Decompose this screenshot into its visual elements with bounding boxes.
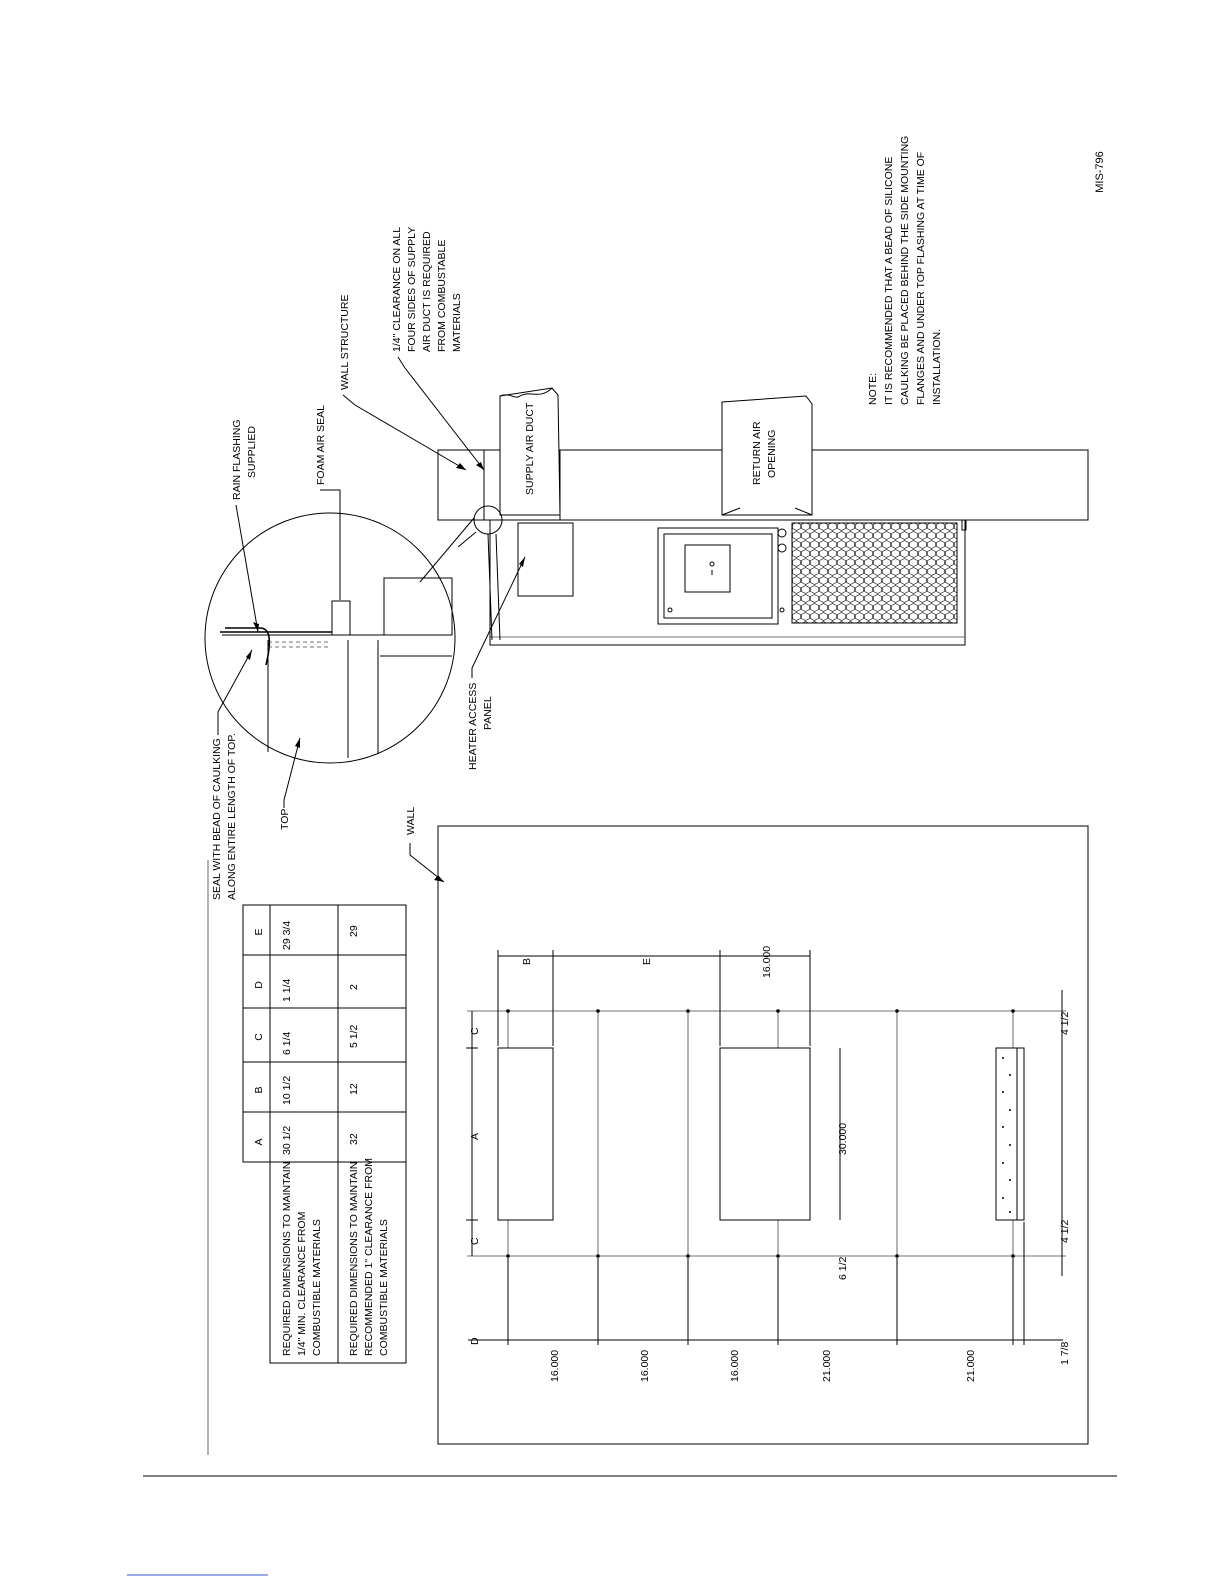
dim-letter-d: D xyxy=(469,1337,481,1345)
dim-letter-b: B xyxy=(521,957,533,965)
left-offset: 6 1/2 xyxy=(837,1256,849,1280)
note-line: INSTALLATION. xyxy=(931,328,943,405)
row1-label: COMBUSTIBLE MATERIALS xyxy=(311,1219,323,1356)
rain-flashing-label: RAIN FLASHING xyxy=(231,419,243,500)
rain-flashing xyxy=(220,628,332,665)
note-line: IT IS RECOMMENDED THAT A BEAD OF SILICONE xyxy=(883,156,895,405)
bottom-right-dim: 4 1/2 xyxy=(1059,1011,1071,1035)
seal-caulking-label: SEAL WITH BEAD OF CAULKING xyxy=(211,738,223,900)
heater-access-label: PANEL xyxy=(482,696,494,730)
spacing-dim: 16.000 xyxy=(549,1349,561,1382)
note-line: FLANGES AND UNDER TOP FLASHING AT TIME OF xyxy=(915,151,927,405)
foam-air-seal xyxy=(332,601,350,635)
row1-value: 10 1/2 xyxy=(281,1075,293,1105)
table-header: C xyxy=(253,1033,265,1041)
bottom-left-dim: 4 1/2 xyxy=(1059,1219,1071,1243)
control-box xyxy=(658,528,778,624)
foam-air-seal-label: FOAM AIR SEAL xyxy=(315,405,327,485)
table-header: B xyxy=(253,1086,265,1094)
top-label: TOP xyxy=(279,808,291,830)
spacing-dim: 21.000 xyxy=(965,1349,977,1382)
clearance-note-line: MATERIALS xyxy=(451,293,463,352)
clearance-note-line: 1/4" CLEARANCE ON ALL xyxy=(391,226,403,352)
spacing-dim: 16.000 xyxy=(639,1349,651,1382)
table-header: E xyxy=(253,928,265,936)
row2-value: 2 xyxy=(348,984,360,990)
dimension-table xyxy=(243,905,406,1363)
row1-label: REQUIRED DIMENSIONS TO MAINTAIN xyxy=(281,1161,293,1356)
control-display xyxy=(685,545,730,592)
row2-value: 32 xyxy=(348,1133,360,1145)
note-heading: NOTE: xyxy=(867,372,879,405)
seal-caulking-label: ALONG ENTIRE LENGTH OF TOP. xyxy=(226,733,238,900)
wall-structure-label: WALL STRUCTURE xyxy=(339,294,351,390)
bottom-bracket xyxy=(996,1048,1024,1220)
row1-value: 6 1/4 xyxy=(281,1031,293,1055)
clearance-note-line: AIR DUCT IS REQUIRED xyxy=(421,231,433,352)
row1-value: 30 1/2 xyxy=(281,1125,293,1155)
drawing-number: MIS-796 xyxy=(1094,151,1106,193)
row2-label: RECOMMENDED 1" CLEARANCE FROM xyxy=(363,1158,375,1356)
table-header: A xyxy=(253,1138,265,1146)
table-header: D xyxy=(253,981,265,989)
dim-letter-c1: C xyxy=(469,1027,481,1035)
spacing-dim: 21.000 xyxy=(821,1349,833,1382)
return-air-label: OPENING xyxy=(766,429,778,478)
dim-letter-e: E xyxy=(641,957,653,965)
supply-air-duct-label: SUPPLY AIR DUCT xyxy=(524,402,536,495)
return-opening xyxy=(720,1048,810,1220)
row1-value: 1 1/4 xyxy=(281,978,293,1002)
spacing-dim: 16.000 xyxy=(729,1349,741,1382)
row2-label: REQUIRED DIMENSIONS TO MAINTAIN xyxy=(348,1161,360,1356)
wall-mounting-view xyxy=(405,807,1088,1444)
heater-access-panel xyxy=(518,523,573,596)
dim-letter-a: A xyxy=(469,1132,481,1140)
dim-letter-c2: C xyxy=(469,1237,481,1245)
spacing-dim: 1 7/8 xyxy=(1059,1341,1071,1365)
supply-opening xyxy=(498,1048,553,1220)
rain-flashing-label: SUPPLIED xyxy=(246,426,258,478)
note-block xyxy=(867,136,943,405)
opening-width: 30.000 xyxy=(837,1122,849,1155)
side-view xyxy=(205,227,1088,900)
clearance-note-line: FOUR SIDES OF SUPPLY xyxy=(406,226,418,352)
return-air-label: RETURN AIR xyxy=(751,421,763,485)
row2-value: 5 1/2 xyxy=(348,1024,360,1048)
row2-value: 29 xyxy=(348,925,360,937)
heater-access-label: HEATER ACCESS xyxy=(467,682,479,770)
opening-height: 16.000 xyxy=(761,945,773,978)
note-line: CAULKING BE PLACED BEHIND THE SIDE MOUNTING xyxy=(899,135,911,405)
clearance-note-line: FROM COMBUSTABLE xyxy=(436,239,448,352)
row2-label: COMBUSTIBLE MATERIALS xyxy=(378,1219,390,1356)
wall-label: WALL xyxy=(405,806,417,835)
enlarged-detail xyxy=(205,513,455,763)
condenser-grille xyxy=(792,523,957,623)
row2-value: 12 xyxy=(348,1083,360,1095)
row1-value: 29 3/4 xyxy=(281,920,293,950)
row1-label: 1/4" MIN. CLEARANCE FROM xyxy=(296,1211,308,1356)
